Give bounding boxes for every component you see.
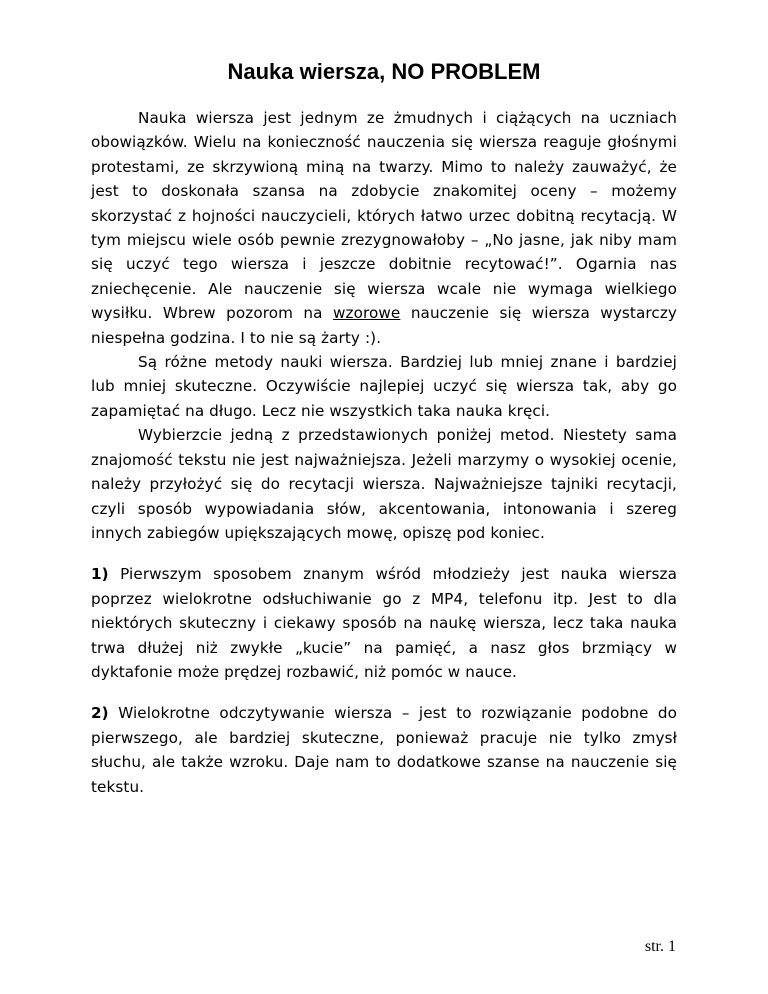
underlined-word-wzorowe: wzorowe bbox=[333, 304, 401, 323]
document-title: Nauka wiersza, NO PROBLEM bbox=[227, 59, 541, 84]
list-item-2-text: Wielokrotne odczytywanie wiersza – jest to rozwiązanie podobne do pierwszego, ale bardziej skuteczne, ponieważ pracuje nie tylko zmysł słuchu, ale także wzroku. Daje nam to dodatkowe szanse na nauczenie się tekstu. bbox=[91, 704, 678, 796]
page-number: str. 1 bbox=[644, 938, 676, 955]
paragraph-intro-text-end: nauczenie się wiersza wystarczy niespełna godzina. I to nie są żarty :). bbox=[91, 304, 677, 347]
list-item-1-number: 1) bbox=[91, 565, 109, 584]
paragraph-intro bbox=[91, 106, 677, 350]
paragraph-methods: Są różne metody nauki wiersza. Bardziej lub mniej znane i bardziej lub mniej skuteczne. Oczywiście najlepiej uczyć się wiersza tak, aby go zapamiętać na długo. Lecz nie wszystkich taka nauka kręci. bbox=[91, 353, 677, 420]
list-item-1-text: Pierwszym sposobem znanym wśród młodzieży jest nauka wiersza poprzez wielokrotne odsłuchiwanie go z MP4, telefonu itp. Jest to dla niektórych skuteczny i ciekawy sposób na naukę wiersza, lecz taka nauka trwa dłużej niż zwykłe „kucie” na pamięć, a nasz głos brzmiący w dyktafonie może prędzej rozbawić, niż pomóc w nauce. bbox=[91, 565, 677, 681]
paragraph-choose: Wybierzcie jedną z przedstawionych poniżej metod. Niestety sama znajomość tekstu nie jest najważniejsza. Jeżeli marzymy o wysokiej ocenie, należy przyłożyć się do recytacji wiersza. Najważniejsze tajniki recytacji, czyli sposób wypowiadania słów, akcentowania, intonowania i szereg innych zabiegów upiększających mowę, opiszę pod koniec. bbox=[91, 426, 677, 542]
paragraph-intro-text: Nauka wiersza jest jednym ze żmudnych i ciążących na uczniach obowiązków. Wielu na konieczność nauczenia się wiersza reaguje głośnymi protestami, ze skrzywioną miną na twarzy. Mimo to należy zauważyć, że jest to doskonała szansa na zdobycie znakomitej oceny – możemy skorzystać z hojności nauczycieli, których łatwo urzec dobitną recytacją. W tym miejscu wiele osób pewnie zrezygnowałoby – „No jasne, jak niby mam się uczyć tego wiersza i jeszcze dobitnie recytować!”. Ogarnia nas zniechęcenie. Ale nauczenie się wiersza wcale nie wymaga wielkiego wysiłku. Wbrew pozorom na bbox=[91, 109, 677, 323]
list-item-2-number: 2) bbox=[91, 704, 109, 723]
list-item-1 bbox=[91, 562, 677, 684]
list-item-2 bbox=[91, 701, 677, 799]
document-body bbox=[91, 106, 677, 799]
